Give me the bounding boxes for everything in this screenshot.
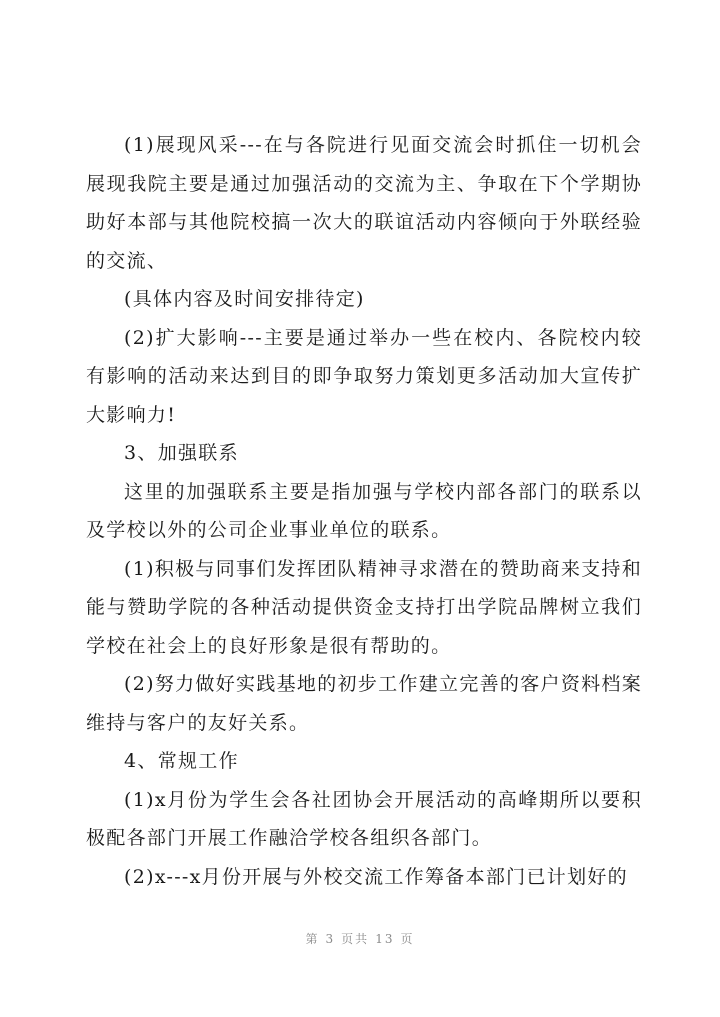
paragraph: (具体内容及时间安排待定) bbox=[124, 288, 365, 310]
page-middle: 页共 bbox=[341, 932, 370, 946]
page-footer bbox=[0, 930, 720, 947]
document-body bbox=[86, 126, 642, 896]
paragraph: (1)x月份为学生会各社团协会开展活动的高峰期所以要积极配各部门开展工作融洽学校各组织各部门。 bbox=[86, 788, 642, 849]
paragraph: (2)扩大影响---主要是通过举办一些在校内、各院校内较有影响的活动来达到目的即争取努力策划更多活动加大宣传扩大影响力! bbox=[86, 326, 642, 426]
current-page-number: 3 bbox=[325, 932, 336, 946]
paragraph: 这里的加强联系主要是指加强与学校内部各部门的联系以及学校以外的公司企业事业单位的联系。 bbox=[86, 480, 642, 541]
paragraph: (2)x---x月份开展与外校交流工作筹备本部门已计划好的 bbox=[124, 865, 628, 888]
paragraph: (2)努力做好实践基地的初步工作建立完善的客户资料档案维持与客户的友好关系。 bbox=[86, 673, 643, 734]
section-heading: 4、常规工作 bbox=[124, 750, 239, 772]
paragraph: (1)积极与同事们发挥团队精神寻求潜在的赞助商来支持和能与赞助学院的各种活动提供资金支持打出学院品牌树立我们学校在社会上的良好形象是很有帮助的。 bbox=[86, 557, 643, 657]
paragraph: (1)展现风采---在与各院进行见面交流会时抓住一切机会展现我院主要是通过加强活动的交流为主、争取在下个学期协助好本部与其他院校搞一次大的联谊活动内容倾向于外联经验的交流、 bbox=[86, 134, 642, 272]
total-pages-number: 13 bbox=[375, 932, 395, 946]
page-prefix: 第 bbox=[305, 932, 320, 946]
page-suffix: 页 bbox=[400, 932, 415, 946]
section-heading: 3、加强联系 bbox=[124, 442, 239, 464]
